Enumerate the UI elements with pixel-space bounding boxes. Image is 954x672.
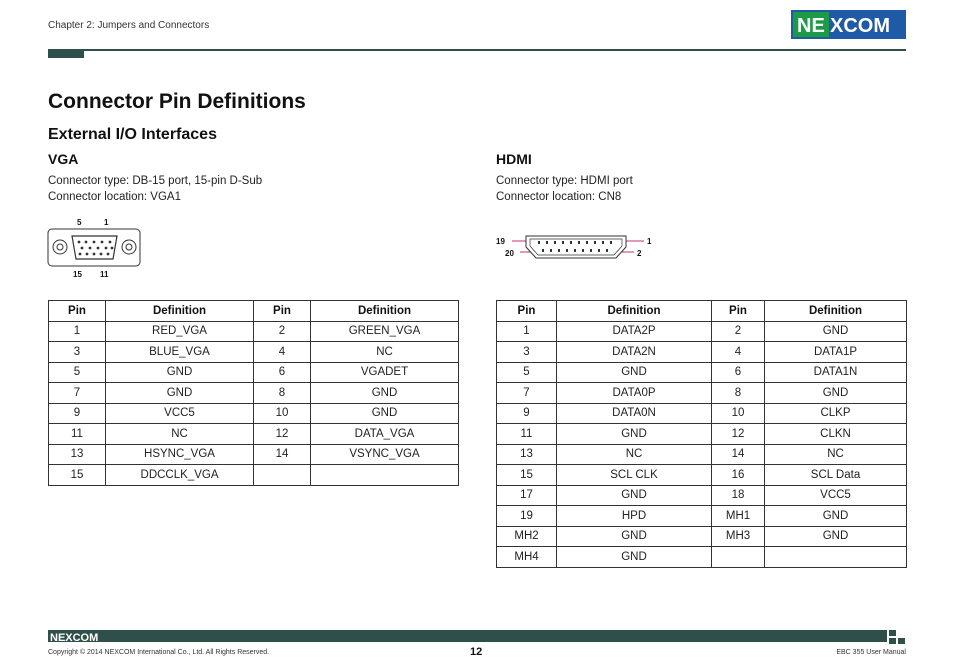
vga-label-11: 11: [100, 270, 109, 279]
svg-text:NEXCOM: NEXCOM: [50, 632, 99, 642]
hdmi-table-row: [497, 547, 907, 568]
hdmi-header-definition: Definition: [557, 301, 712, 322]
hdmi-header-pin: Pin: [712, 301, 765, 322]
vga-definition-cell: GREEN_VGA: [311, 321, 459, 342]
hdmi-pin-cell: 1: [497, 321, 557, 342]
hdmi-label-2: 2: [637, 249, 642, 258]
hdmi-table-row: [497, 321, 907, 342]
vga-definition-cell: VSYNC_VGA: [311, 444, 459, 465]
hdmi-definition-cell: CLKN: [765, 424, 907, 445]
vga-definition-cell: DATA_VGA: [311, 424, 459, 445]
hdmi-definition-cell: SCL Data: [765, 465, 907, 486]
hdmi-definition-cell: GND: [557, 526, 712, 547]
hdmi-label-1: 1: [647, 237, 652, 246]
hdmi-pin-cell: 8: [712, 383, 765, 404]
vga-definition-cell: GND: [106, 362, 254, 383]
page-title: Connector Pin Definitions: [48, 90, 306, 113]
vga-header-pin: Pin: [254, 301, 311, 322]
hdmi-connector-diagram: [494, 233, 659, 263]
manual-name: EBC 355 User Manual: [836, 649, 906, 656]
hdmi-definition-cell: GND: [765, 383, 907, 404]
vga-table-row: [49, 342, 459, 363]
vga-definition-cell: GND: [311, 383, 459, 404]
hdmi-pin-cell: MH2: [497, 526, 557, 547]
hdmi-pin-cell: 3: [497, 342, 557, 363]
hdmi-pin-cell: 4: [712, 342, 765, 363]
vga-table-row: [49, 465, 459, 486]
hdmi-table-row: [497, 403, 907, 424]
hdmi-definition-cell: GND: [557, 362, 712, 383]
hdmi-definition-cell: GND: [765, 526, 907, 547]
hdmi-definition-cell: SCL CLK: [557, 465, 712, 486]
vga-d-sub-face: [72, 236, 117, 259]
hdmi-pin-cell: 5: [497, 362, 557, 383]
vga-pin-cell: 13: [49, 444, 106, 465]
hdmi-pin-cell: 13: [497, 444, 557, 465]
vga-title: VGA: [48, 151, 79, 167]
vga-pin-cell: 7: [49, 383, 106, 404]
hdmi-header-pin: Pin: [497, 301, 557, 322]
hdmi-definition-cell: GND: [765, 321, 907, 342]
hdmi-definition-cell: NC: [557, 444, 712, 465]
hdmi-pin-table: [496, 300, 907, 568]
hdmi-table-row: [497, 506, 907, 527]
vga-connector-location: Connector location: VGA1: [48, 191, 181, 203]
vga-definition-cell: [311, 465, 459, 486]
hdmi-definition-cell: DATA2N: [557, 342, 712, 363]
vga-table-row: [49, 424, 459, 445]
vga-table-row: [49, 362, 459, 383]
hdmi-table-row: [497, 362, 907, 383]
hdmi-pin-cell: 18: [712, 485, 765, 506]
hdmi-pin-cell: 15: [497, 465, 557, 486]
hdmi-pin-cell: 10: [712, 403, 765, 424]
vga-definition-cell: VGADET: [311, 362, 459, 383]
hdmi-pin-cell: 17: [497, 485, 557, 506]
hdmi-definition-cell: HPD: [557, 506, 712, 527]
hdmi-pin-cell: 7: [497, 383, 557, 404]
vga-pin-cell: 14: [254, 444, 311, 465]
vga-label-15: 15: [73, 270, 82, 279]
hdmi-definition-cell: NC: [765, 444, 907, 465]
vga-definition-cell: BLUE_VGA: [106, 342, 254, 363]
vga-definition-cell: HSYNC_VGA: [106, 444, 254, 465]
hdmi-pin-cell: 12: [712, 424, 765, 445]
vga-table-row: [49, 383, 459, 404]
vga-description: [48, 173, 262, 205]
hdmi-pin-cell: MH3: [712, 526, 765, 547]
hdmi-pin-cell: 11: [497, 424, 557, 445]
hdmi-table-header: [497, 301, 907, 322]
vga-definition-cell: VCC5: [106, 403, 254, 424]
hdmi-pin-cell: 2: [712, 321, 765, 342]
vga-definition-cell: GND: [311, 403, 459, 424]
hdmi-table-row: [497, 424, 907, 445]
vga-label-5: 5: [77, 218, 82, 227]
hdmi-description: [496, 173, 633, 205]
svg-text:XCOM: XCOM: [830, 15, 890, 37]
footer-squares-icon: [889, 630, 906, 644]
vga-definition-cell: GND: [106, 383, 254, 404]
hdmi-label-19: 19: [496, 237, 505, 246]
vga-pin-cell: 3: [49, 342, 106, 363]
vga-definition-cell: NC: [106, 424, 254, 445]
hdmi-pin-cell: 16: [712, 465, 765, 486]
hdmi-table-row: [497, 465, 907, 486]
hdmi-definition-cell: CLKP: [765, 403, 907, 424]
vga-pin-cell: 11: [49, 424, 106, 445]
copyright: Copyright © 2014 NEXCOM International Co., Ltd. All Rights Reserved.: [48, 649, 270, 656]
svg-text:NE: NE: [797, 15, 825, 37]
vga-pin-cell: 10: [254, 403, 311, 424]
hdmi-definition-cell: DATA0P: [557, 383, 712, 404]
hdmi-pin-cell: MH1: [712, 506, 765, 527]
vga-table-row: [49, 444, 459, 465]
hdmi-definition-cell: [765, 547, 907, 568]
vga-table-row: [49, 403, 459, 424]
footer-nexcom-logo: [50, 631, 110, 642]
vga-table-header: [49, 301, 459, 322]
vga-definition-cell: NC: [311, 342, 459, 363]
hdmi-connector-type: Connector type: HDMI port: [496, 175, 633, 187]
hdmi-title: HDMI: [496, 151, 532, 167]
hdmi-pin-cell: 9: [497, 403, 557, 424]
vga-header-definition: Definition: [106, 301, 254, 322]
vga-header-pin: Pin: [49, 301, 106, 322]
vga-pin-cell: 8: [254, 383, 311, 404]
chapter-label: Chapter 2: Jumpers and Connectors: [48, 20, 210, 31]
hdmi-table-row: [497, 342, 907, 363]
hdmi-pin-cell: [712, 547, 765, 568]
hdmi-pin-cell: 6: [712, 362, 765, 383]
vga-pin-cell: [254, 465, 311, 486]
hdmi-definition-cell: DATA1P: [765, 342, 907, 363]
hdmi-header-definition: Definition: [765, 301, 907, 322]
vga-pin-cell: 4: [254, 342, 311, 363]
vga-pin-cell: 15: [49, 465, 106, 486]
vga-header-definition: Definition: [311, 301, 459, 322]
section-title: External I/O Interfaces: [48, 126, 217, 143]
hdmi-table-row: [497, 485, 907, 506]
vga-pin-table: [48, 300, 459, 486]
vga-definition-cell: RED_VGA: [106, 321, 254, 342]
nexcom-logo: [791, 10, 906, 39]
vga-connector-type: Connector type: DB-15 port, 15-pin D-Sub: [48, 175, 263, 187]
hdmi-table-row: [497, 526, 907, 547]
vga-pin-cell: 6: [254, 362, 311, 383]
hdmi-definition-cell: DATA0N: [557, 403, 712, 424]
header-rule: [48, 49, 906, 51]
hdmi-table-row: [497, 383, 907, 404]
hdmi-definition-cell: GND: [557, 485, 712, 506]
vga-connector-diagram: [46, 214, 144, 280]
page-number: 12: [470, 646, 483, 658]
vga-pin-cell: 12: [254, 424, 311, 445]
header-rule-block: [48, 49, 84, 58]
vga-pin-cell: 1: [49, 321, 106, 342]
hdmi-connector-location: Connector location: CN8: [496, 191, 622, 203]
hdmi-definition-cell: DATA1N: [765, 362, 907, 383]
hdmi-table-row: [497, 444, 907, 465]
hdmi-pin-cell: 19: [497, 506, 557, 527]
vga-pin-cell: 2: [254, 321, 311, 342]
hdmi-pin-cell: MH4: [497, 547, 557, 568]
vga-label-1: 1: [104, 218, 109, 227]
vga-pin-cell: 9: [49, 403, 106, 424]
hdmi-definition-cell: DATA2P: [557, 321, 712, 342]
hdmi-label-20: 20: [505, 249, 514, 258]
hdmi-definition-cell: GND: [557, 547, 712, 568]
hdmi-pin-cell: 14: [712, 444, 765, 465]
hdmi-definition-cell: VCC5: [765, 485, 907, 506]
vga-pin-cell: 5: [49, 362, 106, 383]
hdmi-definition-cell: GND: [765, 506, 907, 527]
hdmi-definition-cell: GND: [557, 424, 712, 445]
vga-definition-cell: DDCCLK_VGA: [106, 465, 254, 486]
vga-table-row: [49, 321, 459, 342]
footer-bar: [48, 630, 887, 642]
